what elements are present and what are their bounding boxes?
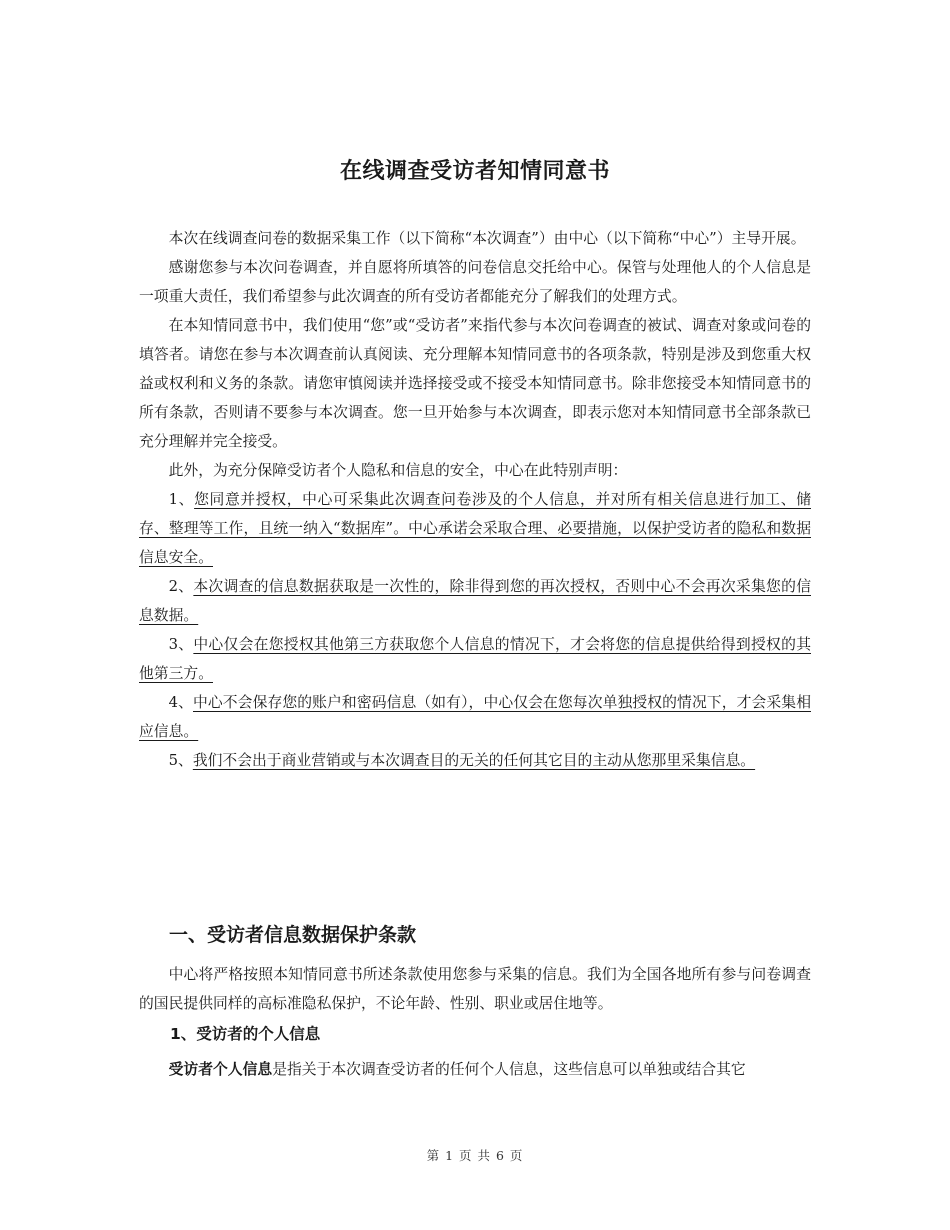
intro-paragraph-4: 此外，为充分保障受访者个人隐私和信息的安全，中心在此特别声明：: [168, 462, 628, 479]
section-1: [139, 960, 811, 1084]
intro-paragraph-1: 本次在线调查问卷的数据采集工作（以下简称“本次调查”）由中心（以下简称“中心”）主导开展。: [168, 230, 806, 247]
declaration-1: [139, 485, 811, 572]
declaration-text: 我们不会出于商业营销或与本次调查目的无关的任何其它目的主动从您那里采集信息。: [192, 752, 756, 769]
declaration-5: [139, 746, 811, 775]
subsection-heading: 1、受访者的个人信息: [170, 1025, 321, 1043]
declaration-3: [139, 630, 811, 688]
declaration-number: 2、: [168, 578, 194, 595]
document-title: 在线调查受访者知情同意书: [339, 159, 610, 184]
section-paragraph: 中心将严格按照本知情同意书所述条款使用您参与采集的信息。我们为全国各地所有参与问卷调查的国民提供同样的高标准隐私保护，不论年龄、性别、职业或居住地等。: [139, 966, 811, 1012]
declaration-number: 5、: [168, 752, 193, 769]
intro-section: [139, 224, 811, 775]
definition-paragraph: [139, 1055, 811, 1084]
declaration-number: 3、: [168, 636, 194, 653]
declaration-text: 中心不会保存您的账户和密码信息（如有），中心仅会在您每次单独授权的情况下，才会采集相应信息。: [139, 694, 811, 740]
defined-term: 受访者个人信息: [168, 1061, 273, 1078]
intro-paragraph-2: 感谢您参与本次问卷调查，并自愿将所填答的问卷信息交托给中心。保管与处理他人的个人信息是一项重大责任，我们希望参与此次调查的所有受访者都能充分了解我们的处理方式。: [139, 259, 811, 305]
declaration-2: [139, 572, 811, 630]
declaration-number: 1、: [168, 491, 195, 508]
declaration-4: [139, 688, 811, 746]
declaration-text: 中心仅会在您授权其他第三方获取您个人信息的情况下，才会将您的信息提供给得到授权的其他第三方。: [139, 636, 811, 682]
section-heading: 一、受访者信息数据保护条款: [169, 924, 417, 946]
declaration-number: 4、: [168, 694, 193, 711]
declaration-text: 您同意并授权，中心可采集此次调查问卷涉及的个人信息，并对所有相关信息进行加工、储存、整理等工作，且统一纳入“数据库”。中心承诺会采取合理、必要措施，以保护受访者的隐私和数据信息安全。: [139, 491, 811, 566]
page-number: 第 1 页 共 6 页: [426, 1148, 524, 1163]
intro-paragraph-3: 在本知情同意书中，我们使用“您”或“受访者”来指代参与本次问卷调查的被试、调查对象或问卷的填答者。请您在参与本次调查前认真阅读、充分理解本知情同意书的各项条款，特别是涉及到您重大权益或权利和义务的条款。请您审慎阅读并选择接受或不接受本知情同意书。除非您接受本知情同意书的所有条款，否则请不要参与本次调查。您一旦开始参与本次调查，即表示您对本知情同意书全部条款已充分理解并完全接受。: [139, 317, 811, 450]
declaration-text: 本次调查的信息数据获取是一次性的，除非得到您的再次授权，否则中心不会再次采集您的信息数据。: [139, 578, 811, 624]
definition-text: 是指关于本次调查受访者的任何个人信息，这些信息可以单独或结合其它: [272, 1061, 746, 1078]
